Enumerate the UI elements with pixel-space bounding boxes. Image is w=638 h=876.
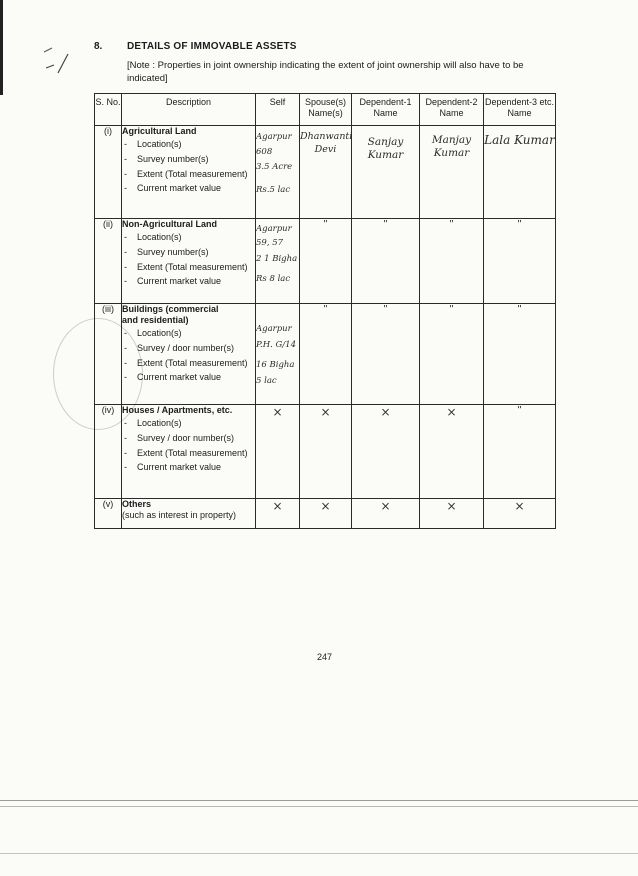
ditto-mark: ": [323, 304, 328, 315]
section-note: [Note : Properties in joint ownership indicating the extent of joint ownership will also have to be indicated]: [127, 60, 524, 84]
ditto-mark: ": [323, 219, 328, 230]
row-description: [122, 126, 256, 219]
header-self: Self: [256, 94, 300, 126]
list-item: - Location(s): [122, 139, 255, 150]
handwritten-location: Agarpur: [256, 224, 292, 234]
cross-mark: ×: [272, 499, 283, 513]
row-dep2-value: [420, 499, 484, 529]
row-category: Houses / Apartments, etc.: [122, 405, 233, 415]
ditto-mark: ": [517, 304, 522, 315]
row-spouse-value: [300, 405, 352, 499]
cross-mark: ×: [320, 499, 331, 513]
row-description: [122, 219, 256, 304]
handwritten-value: Rs.5 lac: [256, 185, 291, 195]
row-items: [122, 139, 255, 194]
handwritten-name: Sanjay Kumar: [367, 136, 404, 161]
row-sno: (i): [95, 126, 122, 219]
list-item: - Location(s): [122, 328, 255, 339]
table-row-others: [95, 499, 556, 529]
handwritten-door-no: P.H. G/14: [256, 340, 296, 350]
row-description: [122, 405, 256, 499]
table-row-agricultural-land: [95, 126, 556, 219]
header-dependent-3: Dependent-3 etc. Name: [484, 94, 556, 126]
row-self-value: [256, 304, 300, 405]
handwritten-extent: 2 1 Bigha: [256, 254, 298, 264]
row-dep3-value: [484, 405, 556, 499]
handwritten-survey-no: 608: [256, 147, 273, 157]
header-spouse: Spouse(s) Name(s): [300, 94, 352, 126]
list-item: - Survey number(s): [122, 154, 255, 165]
scan-artifact-line: [0, 853, 638, 854]
list-item: - Survey number(s): [122, 247, 255, 258]
row-self-value: [256, 405, 300, 499]
list-item: - Current market value: [122, 462, 255, 473]
row-dep1-value: [352, 219, 420, 304]
row-dep3-value: [484, 304, 556, 405]
row-dep2-value: [420, 219, 484, 304]
ditto-mark: ": [517, 219, 522, 230]
handwritten-name: Dhanwanti Devi: [300, 131, 353, 155]
handwritten-extent: 3.5 Acre: [256, 162, 293, 172]
row-dep3-value: [484, 126, 556, 219]
scan-edge: [0, 0, 3, 95]
list-item: - Extent (Total measurement): [122, 262, 255, 273]
list-item: - Survey / door number(s): [122, 343, 255, 354]
cross-mark: ×: [380, 499, 391, 513]
row-sno: (iv): [95, 405, 122, 499]
row-self-value: [256, 499, 300, 529]
header-description: Description: [122, 94, 256, 126]
row-dep1-value: [352, 304, 420, 405]
table-header-row: [95, 94, 556, 126]
row-dep3-value: [484, 219, 556, 304]
row-self-value: [256, 126, 300, 219]
list-item: - Extent (Total measurement): [122, 448, 255, 459]
page-number: 247: [317, 652, 333, 662]
list-item: - Location(s): [122, 232, 255, 243]
ditto-mark: ": [517, 405, 522, 416]
list-item: - Survey / door number(s): [122, 433, 255, 444]
ditto-mark: ": [449, 219, 454, 230]
handwritten-name: Lala Kumar: [484, 133, 555, 147]
row-sno: (ii): [95, 219, 122, 304]
ditto-mark: ": [383, 304, 388, 315]
handwritten-extent: 16 Bigha: [256, 360, 295, 370]
scan-artifact-line: [0, 800, 638, 801]
header-sno: S. No.: [95, 94, 122, 126]
table-row-buildings: [95, 304, 556, 405]
row-dep1-value: [352, 405, 420, 499]
handwritten-value: 5 lac: [256, 376, 277, 386]
row-self-value: [256, 219, 300, 304]
row-spouse-value: [300, 304, 352, 405]
row-dep1-value: [352, 499, 420, 529]
ditto-mark: ": [449, 304, 454, 315]
header-dependent-2: Dependent-2 Name: [420, 94, 484, 126]
section-title: DETAILS OF IMMOVABLE ASSETS: [127, 41, 297, 52]
handwritten-location: Agarpur: [256, 324, 292, 334]
cross-mark: ×: [380, 405, 391, 419]
list-item: - Current market value: [122, 372, 255, 383]
header-dependent-1: Dependent-1 Name: [352, 94, 420, 126]
row-category-continued: and residential): [122, 315, 189, 325]
row-category: Others: [122, 499, 152, 509]
immovable-assets-table: [94, 93, 556, 529]
row-category: Agricultural Land: [122, 126, 197, 136]
row-sno: (iii): [95, 304, 122, 405]
row-dep2-value: [420, 126, 484, 219]
row-spouse-value: [300, 126, 352, 219]
row-dep1-value: [352, 126, 420, 219]
list-item: - Current market value: [122, 276, 255, 287]
row-description: [122, 304, 256, 405]
list-item: - Extent (Total measurement): [122, 169, 255, 180]
cross-mark: ×: [446, 405, 457, 419]
table-row-non-agricultural-land: [95, 219, 556, 304]
scan-artifact-line: [0, 806, 638, 807]
handwritten-survey-no: 59, 57: [256, 238, 284, 248]
ditto-mark: ": [383, 219, 388, 230]
row-category: Non-Agricultural Land: [122, 219, 217, 229]
list-item: - Location(s): [122, 418, 255, 429]
row-dep2-value: [420, 405, 484, 499]
row-spouse-value: [300, 499, 352, 529]
cross-mark: ×: [514, 499, 525, 513]
section-number: 8.: [94, 41, 103, 52]
list-item: - Current market value: [122, 183, 255, 194]
row-category: Buildings (commercial: [122, 304, 219, 314]
row-dep3-value: [484, 499, 556, 529]
row-subtext: (such as interest in property): [122, 510, 237, 520]
pen-mark-icon: [40, 46, 70, 78]
handwritten-value: Rs 8 lac: [256, 274, 291, 284]
row-items: [122, 232, 255, 287]
row-sno: (v): [95, 499, 122, 529]
row-items: [122, 328, 255, 383]
cross-mark: ×: [320, 405, 331, 419]
row-items: [122, 418, 255, 473]
handwritten-location: Agarpur: [256, 132, 292, 142]
table-row-houses-apartments: [95, 405, 556, 499]
list-item: - Extent (Total measurement): [122, 358, 255, 369]
row-dep2-value: [420, 304, 484, 405]
handwritten-name: Manjay Kumar: [431, 134, 472, 159]
cross-mark: ×: [446, 499, 457, 513]
row-spouse-value: [300, 219, 352, 304]
cross-mark: ×: [272, 405, 283, 419]
row-description: [122, 499, 256, 529]
